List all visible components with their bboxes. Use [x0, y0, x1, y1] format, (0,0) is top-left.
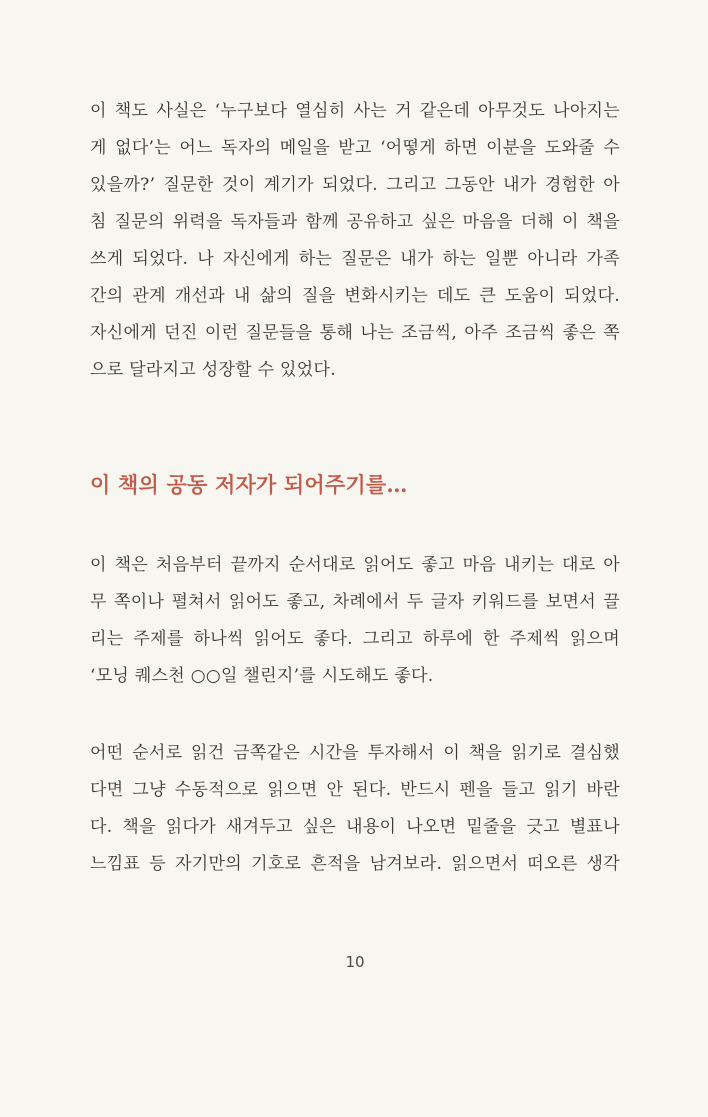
text-line: 무 쪽이나 펼쳐서 읽어도 좋고, 차례에서 두 글자 키워드를 보면서 끌	[90, 592, 620, 612]
paragraph-reading-order	[90, 547, 620, 695]
page-number: 10	[345, 953, 365, 971]
text-line: 다. 책을 읽다가 새겨두고 싶은 내용이 나오면 밑줄을 긋고 별표나	[90, 817, 620, 837]
text-line: 자신에게 던진 이런 질문들을 통해 나는 조금씩, 아주 조금씩 좋은 쪽	[90, 323, 620, 343]
text-line: 있을까?’ 질문한 것이 계기가 되었다. 그리고 그동안 내가 경험한 아	[90, 175, 620, 195]
text-line: 느낌표 등 자기만의 기호로 흔적을 남겨보라. 읽으면서 떠오른 생각	[90, 854, 620, 874]
text-line: 으로 달라지고 성장할 수 있었다.	[90, 360, 336, 380]
text-line: 다면 그냥 수동적으로 읽으면 안 된다. 반드시 펜을 들고 읽기 바란	[90, 780, 620, 800]
text-line: 리는 주제를 하나씩 읽어도 좋다. 그리고 하루에 한 주제씩 읽으며	[90, 629, 620, 649]
text-line: 이 책도 사실은 ‘누구보다 열심히 사는 거 같은데 아무것도 나아지는	[90, 101, 620, 121]
section-heading: 이 책의 공동 저자가 되어주기를…	[90, 472, 408, 497]
text-line: ‘모닝 퀘스천 ○○일 챌린지’를 시도해도 좋다.	[90, 666, 434, 686]
text-line: 간의 관계 개선과 내 삶의 질을 변화시키는 데도 큰 도움이 되었다.	[90, 286, 620, 306]
text-line: 어떤 순서로 읽건 금쪽같은 시간을 투자해서 이 책을 읽기로 결심했	[90, 743, 620, 763]
text-line: 쓰게 되었다. 나 자신에게 하는 질문은 내가 하는 일뿐 아니라 가족	[90, 249, 620, 269]
text-line: 침 질문의 위력을 독자들과 함께 공유하고 싶은 마음을 더해 이 책을	[90, 212, 620, 232]
paragraph-active-reading	[90, 735, 620, 883]
paragraph-intro	[90, 93, 620, 389]
book-page	[0, 93, 708, 1117]
text-line: 이 책은 처음부터 끝까지 순서대로 읽어도 좋고 마음 내키는 대로 아	[90, 555, 620, 575]
text-line: 게 없다’는 어느 독자의 메일을 받고 ‘어떻게 하면 이분을 도와줄 수	[90, 138, 620, 158]
